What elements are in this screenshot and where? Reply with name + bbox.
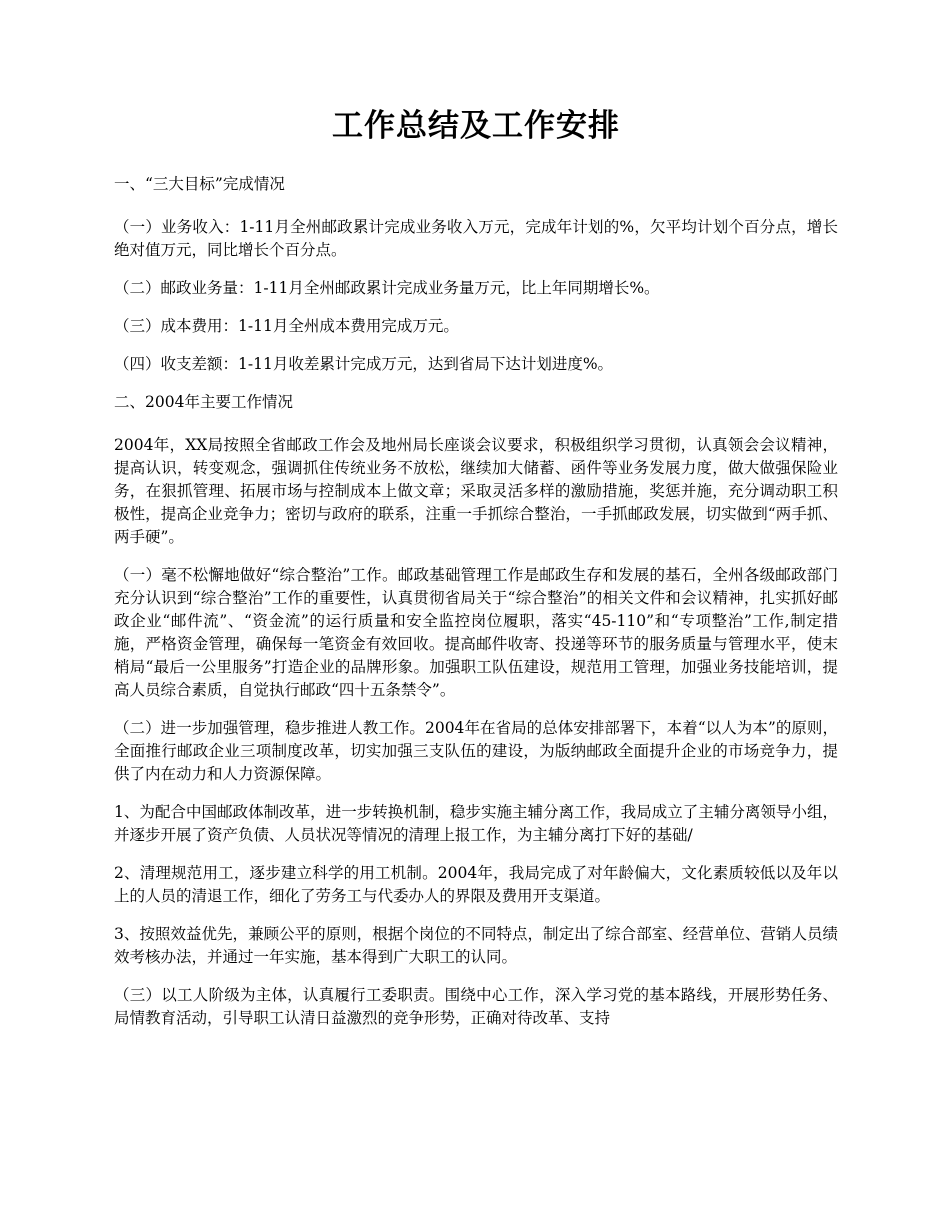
- paragraph-postal-volume: （二）邮政业务量：1-11月全州邮政累计完成业务量万元，比上年同期增长%。: [114, 279, 660, 298]
- document-title: 工作总结及工作安排: [332, 108, 620, 144]
- paragraph-item-1: 1、为配合中国邮政体制改革，进一步转换机制，稳步实施主辅分离工作，我局成立了主辅分离领导小组，并逐步开展了资产负债、人员状况等情况的清理上报工作，为主辅分离打下好的基础/: [114, 803, 838, 845]
- document-page: [114, 108, 838, 1045]
- paragraph-personnel-management: （二）进一步加强管理，稳步推进人教工作。2004年在省局的总体安排部署下，本着“以人为本”的原则，全面推行邮政企业三项制度改革，切实加强三支队伍的建设，为版纳邮政全面提升企业的市场竞争力，提供了内在动力和人力资源保障。: [114, 719, 838, 784]
- section-heading-1: 一、“三大目标”完成情况: [114, 175, 285, 194]
- paragraph-item-3: 3、按照效益优先，兼顾公平的原则，根据个岗位的不同特点，制定出了综合部室、经营单位、营销人员绩效考核办法，并通过一年实施，基本得到广大职工的认同。: [114, 925, 838, 967]
- section-heading-2: 二、2004年主要工作情况: [114, 393, 293, 412]
- paragraph-comprehensive-rectification: （一）毫不松懈地做好“综合整治”工作。邮政基础管理工作是邮政生存和发展的基石，全州各级邮政部门充分认识到“综合整治”工作的重要性，认真贯彻省局关于“综合整治”的相关文件和会议精神，扎实抓好邮政企业“邮件流”、“资金流”的运行质量和安全监控岗位履职，落实“45-110”和“专项整治”工作,制定措施，严格资金管理，确保每一笔资金有效回收。提高邮件收寄、投递等环节的服务质量与管理水平，使末梢局“最后一公里服务”打造企业的品牌形象。加强职工队伍建设，规范用工管理，加强业务技能培训，提高人员综合素质，自觉执行邮政“四十五条禁令”。: [114, 566, 838, 700]
- paragraph-2004-overview: 2004年，XX局按照全省邮政工作会及地州局长座谈会议要求，积极组织学习贯彻，认真领会会议精神，提高认识，转变观念，强调抓住传统业务不放松，继续加大储蓄、函件等业务发展力度，做大做强保险业务，在狠抓管理、拓展市场与控制成本上做文章；采取灵活多样的激励措施，奖惩并施，充分调动职工积极性，提高企业竞争力；密切与政府的联系，注重一手抓综合整治，一手抓邮政发展，切实做到“两手抓、两手硬”。: [114, 436, 838, 547]
- paragraph-cost: （三）成本费用：1-11月全州成本费用完成万元。: [114, 317, 459, 336]
- paragraph-balance: （四）收支差额：1-11月收差累计完成万元，达到省局下达计划进度%。: [114, 355, 614, 374]
- paragraph-business-income: （一）业务收入：1-11月全州邮政累计完成业务收入万元，完成年计划的%，欠平均计划个百分点，增长绝对值万元，同比增长个百分点。: [114, 218, 838, 260]
- paragraph-union-duties: （三）以工人阶级为主体，认真履行工委职责。围绕中心工作，深入学习党的基本路线，开展形势任务、局情教育活动，引导职工认清日益激烈的竞争形势，正确对待改革、支持: [114, 986, 838, 1028]
- paragraph-item-2: 2、清理规范用工，逐步建立科学的用工机制。2004年，我局完成了对年龄偏大，文化素质较低以及年以上的人员的清退工作，细化了劳务工与代委办人的界限及费用开支渠道。: [114, 864, 838, 906]
